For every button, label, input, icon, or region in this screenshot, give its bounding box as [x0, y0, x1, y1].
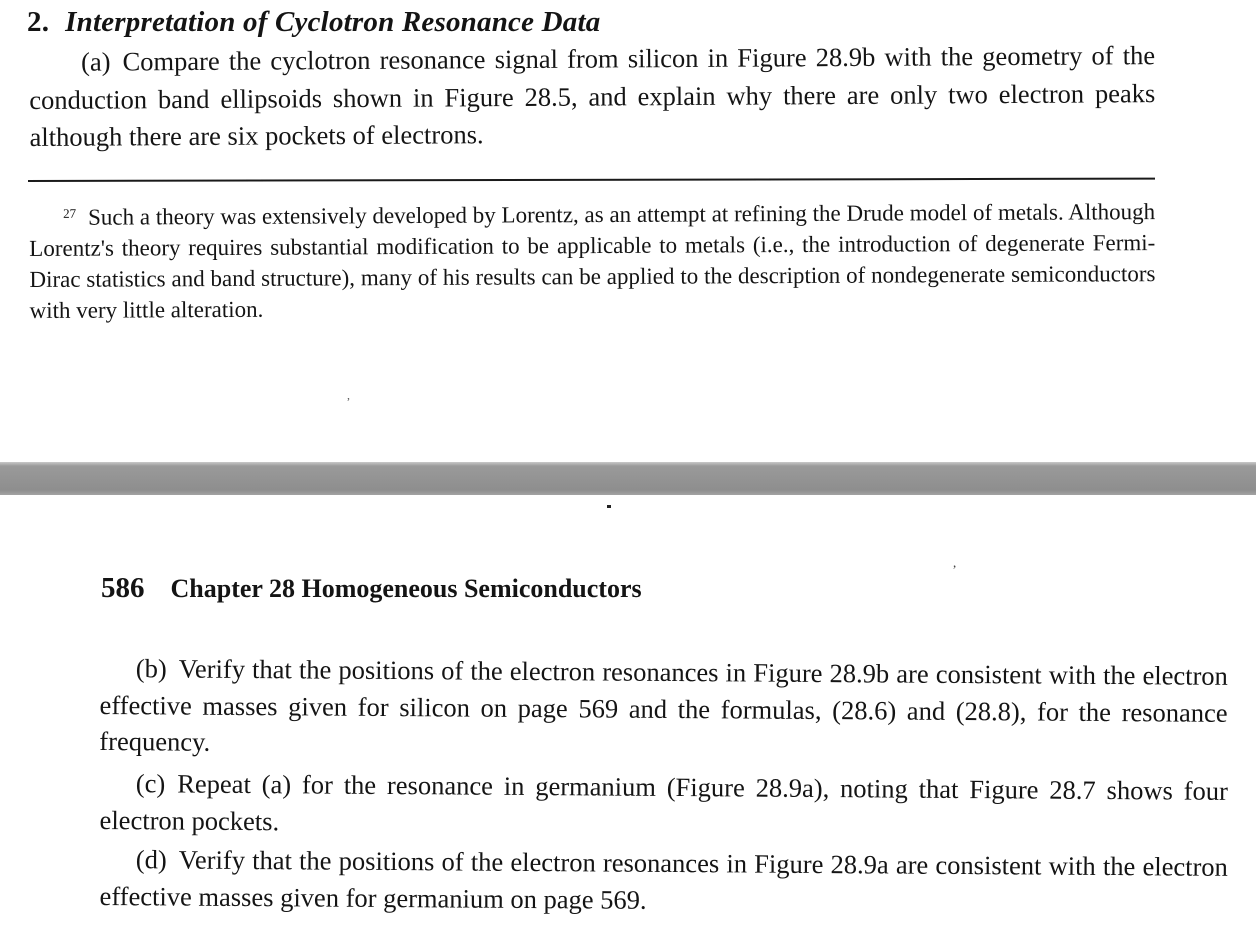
part-b-label: (b) [135, 653, 167, 684]
scan-speck: , [347, 388, 350, 402]
footnote-text: Such a theory was extensively developed by Lorentz, as an attempt at refining the Drude model of metals. Although Lorentz's theory requires substantial modification to be applicable to metals (i.e., the introduction of degenerate Fermi-Dirac statistics and band structure), many of his results can be applied to the description of nondegenerate semiconductors with very little alteration. [29, 199, 1156, 323]
problem-title: Interpretation of Cyclotron Resonance Data [65, 6, 601, 38]
footnote-paragraph [29, 192, 1156, 326]
part-a-text: Compare the cyclotron resonance signal from silicon in Figure 28.9b with the geometry of the conduction band ellipsoids shown in Figure 28.5, and explain why there are only two electron peaks although there are six pockets of electrons. [29, 40, 1156, 152]
part-b-text: Verify that the positions of the electron resonances in Figure 28.9b are consistent with the electron effective masses given for silicon on page 569 and the formulas, (28.6) and (28.8), for the resonance frequency. [99, 653, 1228, 757]
part-c-paragraph [99, 765, 1227, 846]
problem-number: 2. [27, 6, 50, 38]
part-a-paragraph [29, 37, 1156, 156]
footnote-marker: 27 [63, 205, 77, 221]
part-b-paragraph [99, 650, 1228, 767]
page-number: 586 [101, 572, 145, 604]
part-a-label: (a) [81, 46, 111, 77]
part-d-label: (d) [135, 844, 167, 875]
part-d-text: Verify that the positions of the electron resonances in Figure 28.9a are consistent with the electron effective masses given for germanium on page 569. [99, 844, 1228, 915]
part-c-text: Repeat (a) for the resonance in germanium (Figure 28.9a), noting that Figure 28.7 shows four electron pockets. [99, 768, 1228, 836]
scan-tick: , [953, 555, 957, 570]
scan-dot [607, 505, 611, 508]
part-d-paragraph [99, 841, 1227, 922]
problem-heading [27, 6, 600, 39]
upper-page-fragment [0, 0, 1256, 462]
chapter-title: Chapter 28 Homogeneous Semiconductors [170, 574, 642, 603]
part-c-label: (c) [135, 768, 166, 799]
running-head [101, 572, 642, 605]
scan-page-gap [0, 462, 1256, 495]
footnote-divider [28, 178, 1155, 182]
